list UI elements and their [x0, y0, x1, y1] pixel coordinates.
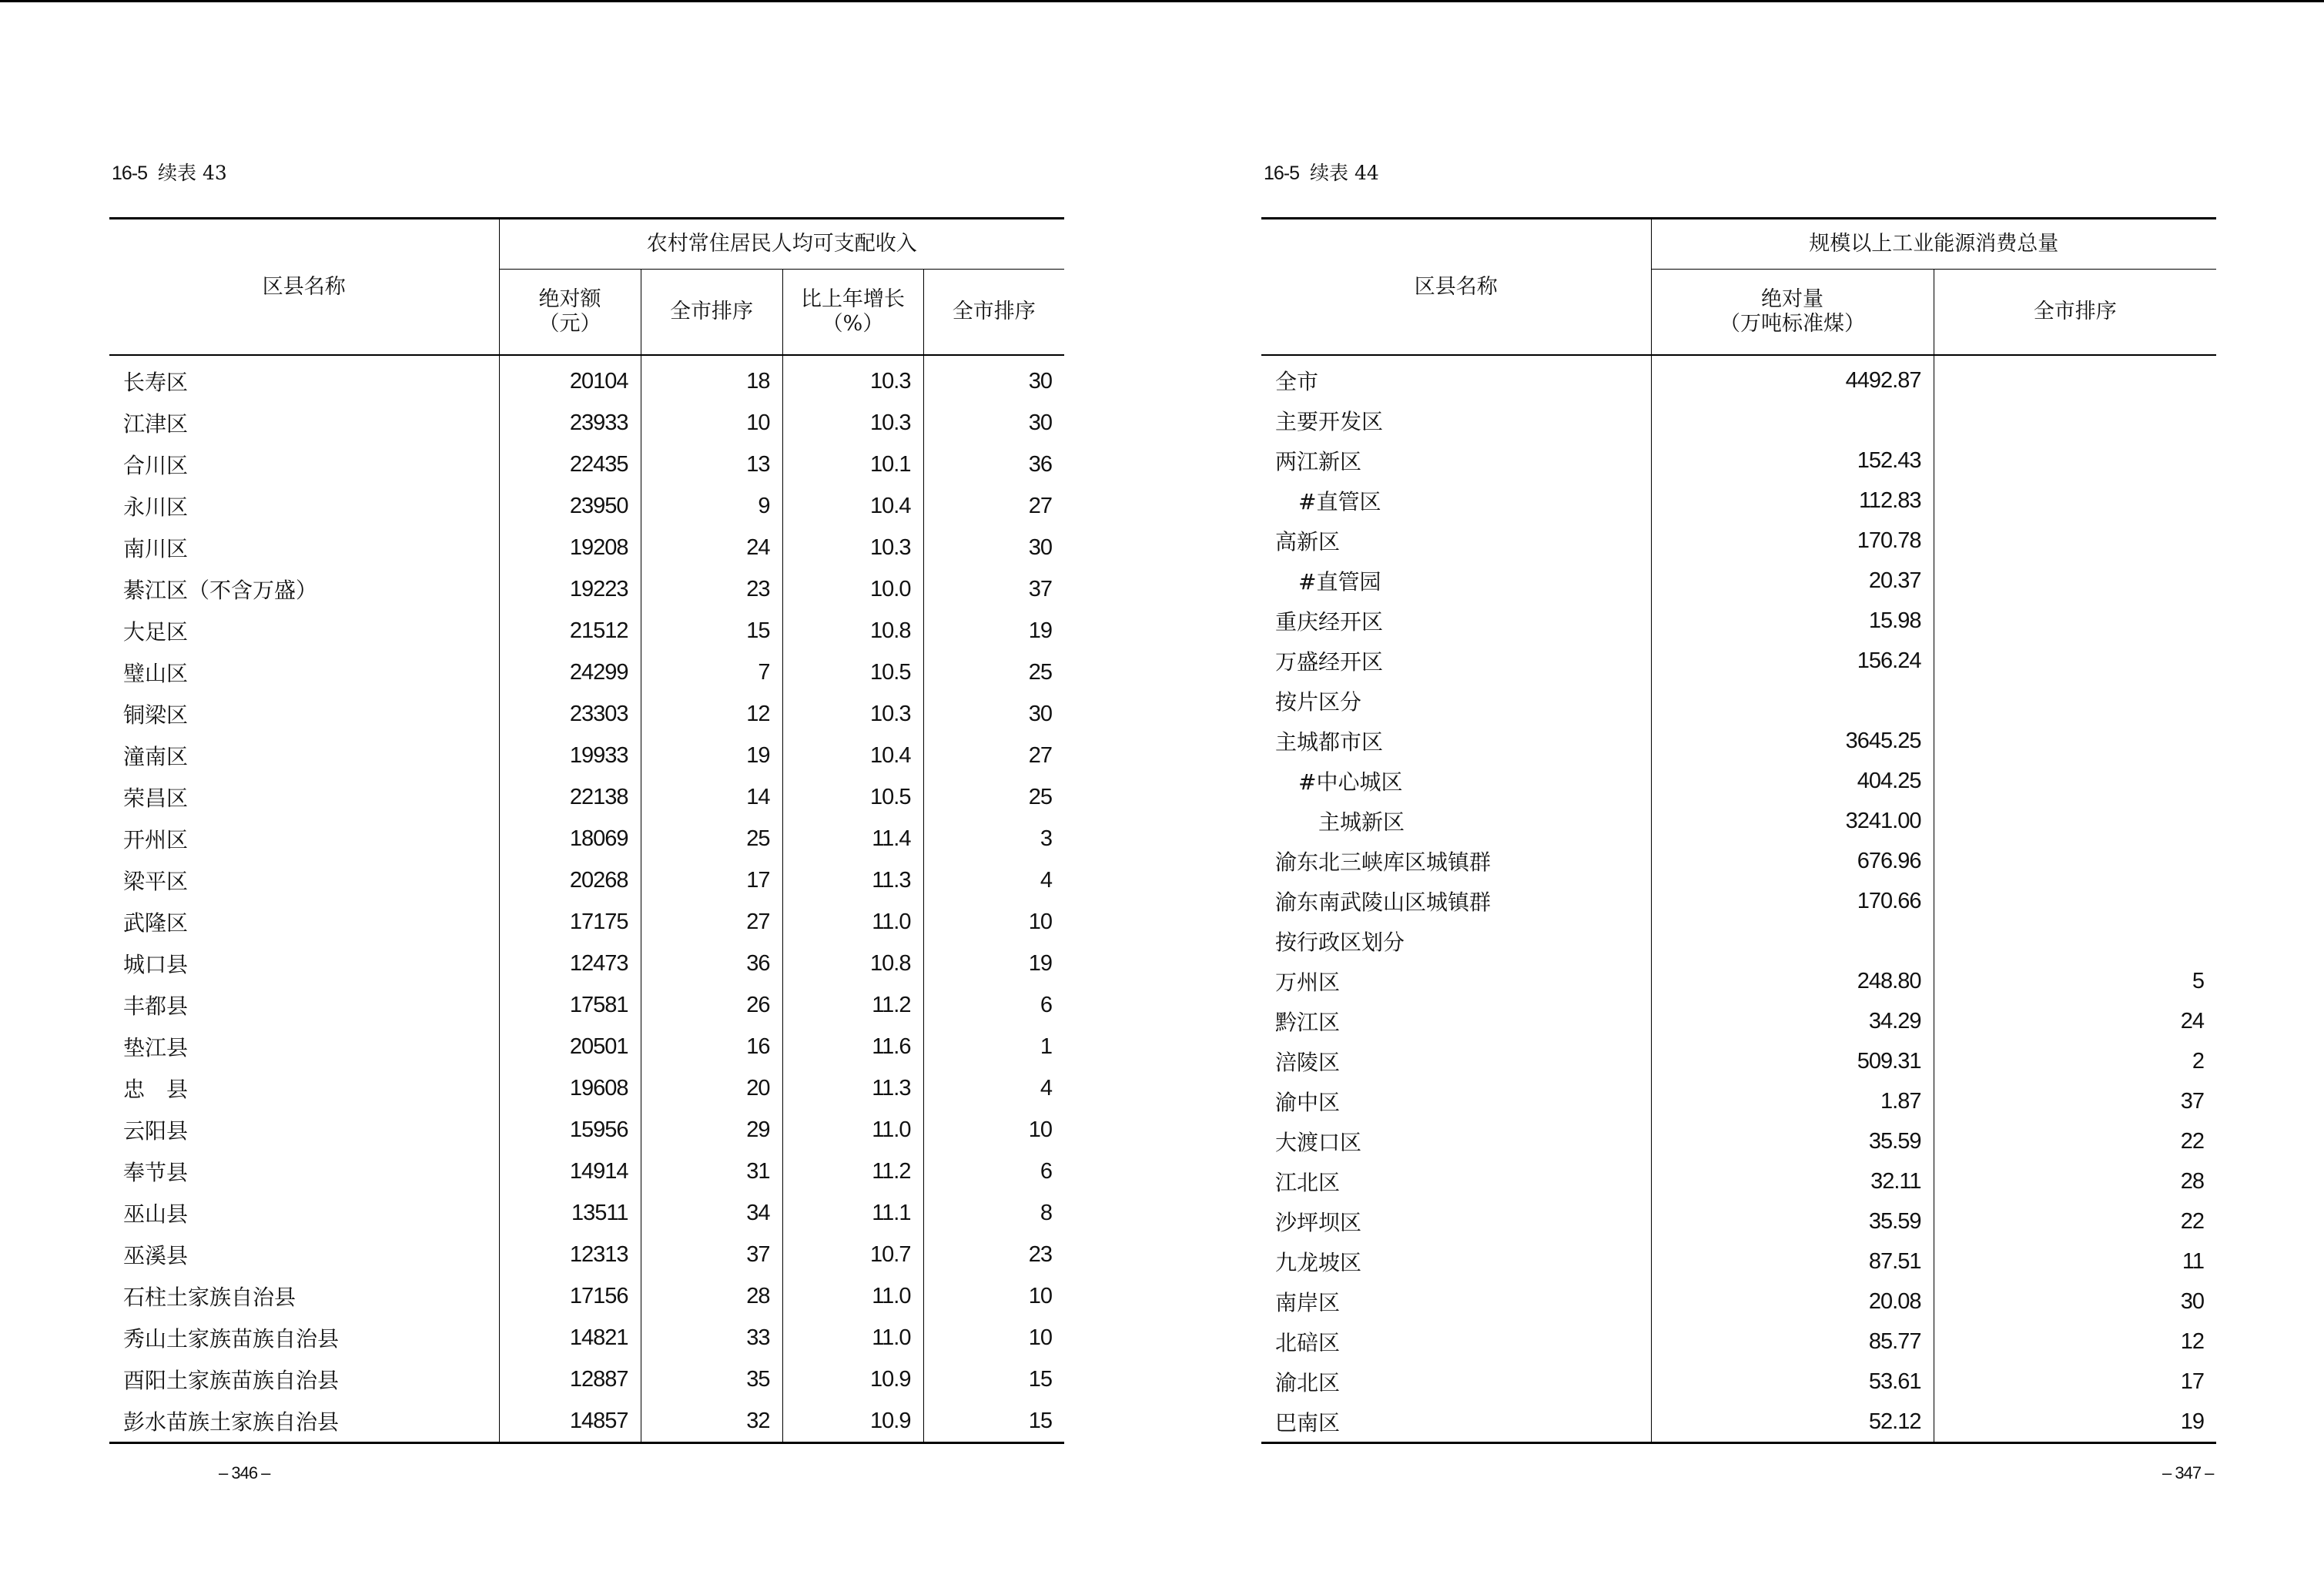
energy-absolute: 1.87	[1651, 1081, 1934, 1121]
growth-rate: 11.0	[782, 1109, 923, 1151]
growth-rate: 10.3	[782, 402, 923, 444]
energy-rank	[1934, 841, 2216, 881]
district-name: 黔江区	[1275, 1010, 1341, 1035]
growth-rank: 19	[923, 943, 1064, 984]
table-row	[109, 693, 1064, 735]
table-row	[109, 1026, 1064, 1067]
table-row	[1261, 1402, 2216, 1443]
energy-absolute: 32.11	[1651, 1161, 1934, 1201]
income-rank: 31	[641, 1151, 782, 1192]
table-row	[1261, 521, 2216, 561]
table-row	[109, 568, 1064, 610]
table-row	[1261, 1281, 2216, 1322]
growth-rate: 11.0	[782, 1275, 923, 1317]
energy-rank: 12	[1934, 1322, 2216, 1362]
growth-rate: 10.3	[782, 527, 923, 568]
income-rank: 12	[641, 693, 782, 735]
district-name: 奉节县	[123, 1160, 189, 1185]
income-absolute: 17581	[499, 984, 641, 1026]
table-row	[1261, 1001, 2216, 1041]
energy-rank: 37	[1934, 1081, 2216, 1121]
district-name: 高新区	[1275, 529, 1341, 554]
left-header-rank2: 全市排序	[923, 270, 1064, 356]
income-rank: 9	[641, 485, 782, 527]
district-name: 江津区	[123, 411, 189, 437]
income-rank: 15	[641, 610, 782, 652]
growth-rate: 10.7	[782, 1234, 923, 1275]
energy-absolute: 156.24	[1651, 641, 1934, 681]
growth-rate: 10.8	[782, 610, 923, 652]
table-row	[1261, 1081, 2216, 1121]
energy-absolute	[1651, 400, 1934, 441]
income-rank: 28	[641, 1275, 782, 1317]
energy-absolute: 20.37	[1651, 561, 1934, 601]
income-rank: 13	[641, 444, 782, 485]
table-row	[1261, 881, 2216, 921]
table-row	[109, 1109, 1064, 1151]
district-name: 南川区	[123, 536, 189, 561]
income-rank: 26	[641, 984, 782, 1026]
growth-rank: 6	[923, 984, 1064, 1026]
growth-rate: 10.4	[782, 485, 923, 527]
growth-rank: 30	[923, 693, 1064, 735]
income-rank: 34	[641, 1192, 782, 1234]
growth-rate: 10.1	[782, 444, 923, 485]
energy-absolute: 85.77	[1651, 1322, 1934, 1362]
energy-absolute	[1651, 681, 1934, 721]
table-row	[1261, 761, 2216, 801]
growth-rate: 11.2	[782, 1151, 923, 1192]
energy-rank: 5	[1934, 961, 2216, 1001]
district-name: #直管园	[1298, 569, 1381, 595]
table-row	[1261, 1362, 2216, 1402]
growth-rank: 1	[923, 1026, 1064, 1067]
district-name: 北碚区	[1275, 1330, 1341, 1355]
table-row	[1261, 441, 2216, 481]
income-absolute: 14821	[499, 1317, 641, 1359]
growth-rate: 10.0	[782, 568, 923, 610]
energy-rank	[1934, 761, 2216, 801]
income-absolute: 12887	[499, 1359, 641, 1400]
district-name: 璧山区	[123, 661, 189, 686]
left-header-growth-line1: 比上年增长	[801, 287, 905, 311]
district-name: 万盛经开区	[1275, 649, 1384, 675]
income-rank: 37	[641, 1234, 782, 1275]
district-name: 主城新区	[1318, 809, 1405, 835]
left-table-title: 续表 43	[158, 162, 227, 184]
district-name: 丰都县	[123, 993, 189, 1019]
income-absolute: 23303	[499, 693, 641, 735]
growth-rate: 10.9	[782, 1400, 923, 1443]
income-rank: 32	[641, 1400, 782, 1443]
energy-absolute: 112.83	[1651, 481, 1934, 521]
growth-rank: 15	[923, 1359, 1064, 1400]
growth-rank: 30	[923, 402, 1064, 444]
left-table-code: 16-5	[112, 162, 148, 184]
energy-rank	[1934, 481, 2216, 521]
district-name: 城口县	[123, 952, 189, 977]
growth-rank: 27	[923, 735, 1064, 776]
income-absolute: 17175	[499, 901, 641, 943]
income-absolute: 22435	[499, 444, 641, 485]
right-header-abs-line1: 绝对量	[1761, 287, 1823, 311]
income-absolute: 15956	[499, 1109, 641, 1151]
district-name: 酉阳土家族苗族自治县	[123, 1368, 340, 1393]
table-row	[1261, 601, 2216, 641]
energy-rank	[1934, 561, 2216, 601]
growth-rank: 6	[923, 1151, 1064, 1192]
district-name: 潼南区	[123, 744, 189, 769]
district-name: 开州区	[123, 827, 189, 853]
left-header-group: 农村常住居民人均可支配收入	[499, 219, 1064, 270]
district-name: 涪陵区	[1275, 1050, 1341, 1075]
income-absolute: 18069	[499, 818, 641, 859]
energy-absolute: 4492.87	[1651, 355, 1934, 400]
growth-rate: 11.3	[782, 1067, 923, 1109]
growth-rate: 11.4	[782, 818, 923, 859]
energy-rank: 24	[1934, 1001, 2216, 1041]
district-name: 大足区	[123, 619, 189, 645]
income-rank: 24	[641, 527, 782, 568]
left-page-number: – 346 –	[219, 1463, 270, 1482]
income-absolute: 21512	[499, 610, 641, 652]
table-row	[109, 652, 1064, 693]
growth-rank: 30	[923, 355, 1064, 402]
energy-absolute: 170.66	[1651, 881, 1934, 921]
income-rank: 23	[641, 568, 782, 610]
energy-absolute: 3645.25	[1651, 721, 1934, 761]
growth-rank: 25	[923, 776, 1064, 818]
energy-absolute: 3241.00	[1651, 801, 1934, 841]
table-row	[109, 735, 1064, 776]
right-table-code: 16-5	[1264, 162, 1300, 184]
table-row	[1261, 961, 2216, 1001]
growth-rank: 3	[923, 818, 1064, 859]
energy-rank: 30	[1934, 1281, 2216, 1322]
energy-absolute: 35.59	[1651, 1121, 1934, 1161]
table-row	[1261, 1322, 2216, 1362]
growth-rank: 4	[923, 1067, 1064, 1109]
growth-rank: 25	[923, 652, 1064, 693]
table-row	[109, 776, 1064, 818]
left-header-abs-line1: 绝对额	[538, 287, 601, 311]
district-name: 渝中区	[1275, 1090, 1341, 1115]
growth-rank: 10	[923, 1109, 1064, 1151]
energy-absolute: 170.78	[1651, 521, 1934, 561]
district-name: 永川区	[123, 494, 189, 520]
left-header-rank1: 全市排序	[641, 270, 782, 356]
income-absolute: 19208	[499, 527, 641, 568]
table-row	[1261, 921, 2216, 961]
right-page-number: – 347 –	[2162, 1463, 2214, 1482]
table-row	[109, 1151, 1064, 1192]
income-absolute: 19223	[499, 568, 641, 610]
right-header-name: 区县名称	[1261, 219, 1651, 356]
income-rank: 29	[641, 1109, 782, 1151]
income-rank: 36	[641, 943, 782, 984]
income-rank: 18	[641, 355, 782, 402]
growth-rank: 30	[923, 527, 1064, 568]
energy-rank: 22	[1934, 1121, 2216, 1161]
table-row	[109, 818, 1064, 859]
table-row	[1261, 1121, 2216, 1161]
energy-absolute: 404.25	[1651, 761, 1934, 801]
energy-absolute: 509.31	[1651, 1041, 1934, 1081]
table-row	[109, 901, 1064, 943]
table-row	[109, 859, 1064, 901]
left-data-table	[109, 217, 1064, 1444]
left-header-abs-line2: （元）	[538, 312, 601, 336]
income-rank: 33	[641, 1317, 782, 1359]
growth-rate: 11.2	[782, 984, 923, 1026]
energy-rank	[1934, 521, 2216, 561]
income-rank: 7	[641, 652, 782, 693]
growth-rate: 11.0	[782, 901, 923, 943]
district-name: 渝东南武陵山区城镇群	[1275, 889, 1492, 915]
income-rank: 16	[641, 1026, 782, 1067]
income-absolute: 23950	[499, 485, 641, 527]
income-rank: 20	[641, 1067, 782, 1109]
district-name: 武隆区	[123, 910, 189, 936]
income-rank: 17	[641, 859, 782, 901]
energy-absolute: 248.80	[1651, 961, 1934, 1001]
income-absolute: 14857	[499, 1400, 641, 1443]
right-header-rank: 全市排序	[1934, 270, 2216, 356]
growth-rate: 10.4	[782, 735, 923, 776]
district-name: 按行政区划分	[1275, 930, 1405, 955]
income-rank: 19	[641, 735, 782, 776]
energy-absolute: 676.96	[1651, 841, 1934, 881]
growth-rank: 10	[923, 901, 1064, 943]
energy-rank	[1934, 601, 2216, 641]
district-name: 巴南区	[1275, 1410, 1341, 1436]
growth-rate: 11.3	[782, 859, 923, 901]
income-absolute: 13511	[499, 1192, 641, 1234]
district-name: #中心城区	[1298, 769, 1403, 795]
right-data-table	[1261, 217, 2216, 1444]
right-header-abs	[1651, 270, 1934, 356]
district-name: 忠 县	[123, 1077, 189, 1102]
left-table-caption	[112, 158, 238, 186]
energy-rank	[1934, 921, 2216, 961]
growth-rank: 15	[923, 1400, 1064, 1443]
energy-rank	[1934, 681, 2216, 721]
energy-rank	[1934, 881, 2216, 921]
table-row	[109, 355, 1064, 402]
table-row	[1261, 481, 2216, 521]
district-name: 垫江县	[123, 1035, 189, 1060]
district-name: 渝东北三峡库区城镇群	[1275, 849, 1492, 875]
table-row	[109, 1400, 1064, 1443]
table-row	[109, 1359, 1064, 1400]
growth-rank: 10	[923, 1275, 1064, 1317]
table-row	[109, 527, 1064, 568]
growth-rate: 10.5	[782, 776, 923, 818]
income-rank: 35	[641, 1359, 782, 1400]
table-row	[109, 1234, 1064, 1275]
district-name: 荣昌区	[123, 786, 189, 811]
growth-rank: 10	[923, 1317, 1064, 1359]
energy-rank	[1934, 801, 2216, 841]
energy-absolute: 52.12	[1651, 1402, 1934, 1443]
district-name: 全市	[1275, 369, 1319, 394]
energy-absolute: 53.61	[1651, 1362, 1934, 1402]
growth-rate: 11.6	[782, 1026, 923, 1067]
left-header-abs	[499, 270, 641, 356]
right-table-title: 续表 44	[1310, 162, 1379, 184]
district-name: 按片区分	[1275, 689, 1362, 715]
district-name: 綦江区（不含万盛）	[123, 578, 318, 603]
growth-rank: 36	[923, 444, 1064, 485]
district-name: 江北区	[1275, 1170, 1341, 1195]
table-row	[109, 943, 1064, 984]
table-row	[109, 984, 1064, 1026]
income-absolute: 17156	[499, 1275, 641, 1317]
income-absolute: 23933	[499, 402, 641, 444]
energy-absolute: 34.29	[1651, 1001, 1934, 1041]
left-header-growth	[782, 270, 923, 356]
energy-absolute: 15.98	[1651, 601, 1934, 641]
top-border-line	[0, 0, 2324, 2]
energy-rank	[1934, 400, 2216, 441]
table-row	[1261, 801, 2216, 841]
income-absolute: 19608	[499, 1067, 641, 1109]
energy-rank: 19	[1934, 1402, 2216, 1443]
table-row	[1261, 681, 2216, 721]
table-row	[1261, 1161, 2216, 1201]
growth-rank: 23	[923, 1234, 1064, 1275]
district-name: 重庆经开区	[1275, 609, 1384, 635]
income-absolute: 12473	[499, 943, 641, 984]
income-rank: 14	[641, 776, 782, 818]
table-row	[1261, 561, 2216, 601]
income-absolute: 14914	[499, 1151, 641, 1192]
right-header-group: 规模以上工业能源消费总量	[1651, 219, 2216, 270]
energy-rank	[1934, 355, 2216, 400]
income-rank: 27	[641, 901, 782, 943]
left-header-growth-line2: （%）	[822, 312, 884, 336]
district-name: 巫溪县	[123, 1243, 189, 1268]
growth-rate: 10.3	[782, 693, 923, 735]
energy-rank	[1934, 641, 2216, 681]
energy-rank	[1934, 721, 2216, 761]
table-row	[109, 402, 1064, 444]
income-absolute: 22138	[499, 776, 641, 818]
district-name: 云阳县	[123, 1118, 189, 1144]
district-name: 渝北区	[1275, 1370, 1341, 1395]
income-rank: 25	[641, 818, 782, 859]
table-row	[1261, 721, 2216, 761]
income-absolute: 20501	[499, 1026, 641, 1067]
energy-rank: 2	[1934, 1041, 2216, 1081]
district-name: 梁平区	[123, 869, 189, 894]
growth-rank: 19	[923, 610, 1064, 652]
district-name: 大渡口区	[1275, 1130, 1362, 1155]
table-row	[1261, 400, 2216, 441]
energy-absolute: 87.51	[1651, 1241, 1934, 1281]
table-row	[1261, 641, 2216, 681]
district-name: 南岸区	[1275, 1290, 1341, 1315]
left-header-name: 区县名称	[109, 219, 499, 356]
right-header-abs-line2: （万吨标准煤）	[1720, 312, 1865, 336]
district-name: 九龙坡区	[1275, 1250, 1362, 1275]
growth-rank: 4	[923, 859, 1064, 901]
table-row	[109, 444, 1064, 485]
district-name: 两江新区	[1275, 449, 1362, 474]
growth-rate: 10.9	[782, 1359, 923, 1400]
table-row	[1261, 1041, 2216, 1081]
income-absolute: 19933	[499, 735, 641, 776]
energy-absolute: 35.59	[1651, 1201, 1934, 1241]
energy-absolute: 20.08	[1651, 1281, 1934, 1322]
table-row	[109, 1275, 1064, 1317]
income-rank: 10	[641, 402, 782, 444]
income-absolute: 12313	[499, 1234, 641, 1275]
growth-rank: 37	[923, 568, 1064, 610]
table-row	[1261, 1201, 2216, 1241]
table-row	[109, 1192, 1064, 1234]
growth-rate: 10.8	[782, 943, 923, 984]
income-absolute: 20268	[499, 859, 641, 901]
energy-rank: 11	[1934, 1241, 2216, 1281]
growth-rate: 11.0	[782, 1317, 923, 1359]
district-name: #直管区	[1298, 489, 1381, 514]
right-table-caption	[1264, 158, 1390, 186]
district-name: 石柱土家族自治县	[123, 1285, 296, 1310]
district-name: 秀山土家族苗族自治县	[123, 1326, 340, 1352]
growth-rate: 11.1	[782, 1192, 923, 1234]
energy-rank: 17	[1934, 1362, 2216, 1402]
energy-rank	[1934, 441, 2216, 481]
table-row	[109, 1317, 1064, 1359]
growth-rank: 27	[923, 485, 1064, 527]
district-name: 万州区	[1275, 970, 1341, 995]
growth-rate: 10.5	[782, 652, 923, 693]
district-name: 长寿区	[123, 370, 189, 395]
district-name: 合川区	[123, 453, 189, 478]
energy-absolute	[1651, 921, 1934, 961]
district-name: 主要开发区	[1275, 409, 1384, 434]
table-row	[1261, 1241, 2216, 1281]
table-row	[109, 485, 1064, 527]
income-absolute: 24299	[499, 652, 641, 693]
growth-rank: 8	[923, 1192, 1064, 1234]
energy-rank: 22	[1934, 1201, 2216, 1241]
district-name: 巫山县	[123, 1201, 189, 1227]
energy-rank: 28	[1934, 1161, 2216, 1201]
district-name: 铜梁区	[123, 702, 189, 728]
table-row	[109, 1067, 1064, 1109]
table-row	[109, 610, 1064, 652]
table-row	[1261, 841, 2216, 881]
table-row	[1261, 355, 2216, 400]
district-name: 主城都市区	[1275, 729, 1384, 755]
energy-absolute: 152.43	[1651, 441, 1934, 481]
district-name: 沙坪坝区	[1275, 1210, 1362, 1235]
income-absolute: 20104	[499, 355, 641, 402]
district-name: 彭水苗族土家族自治县	[123, 1409, 340, 1435]
growth-rate: 10.3	[782, 355, 923, 402]
